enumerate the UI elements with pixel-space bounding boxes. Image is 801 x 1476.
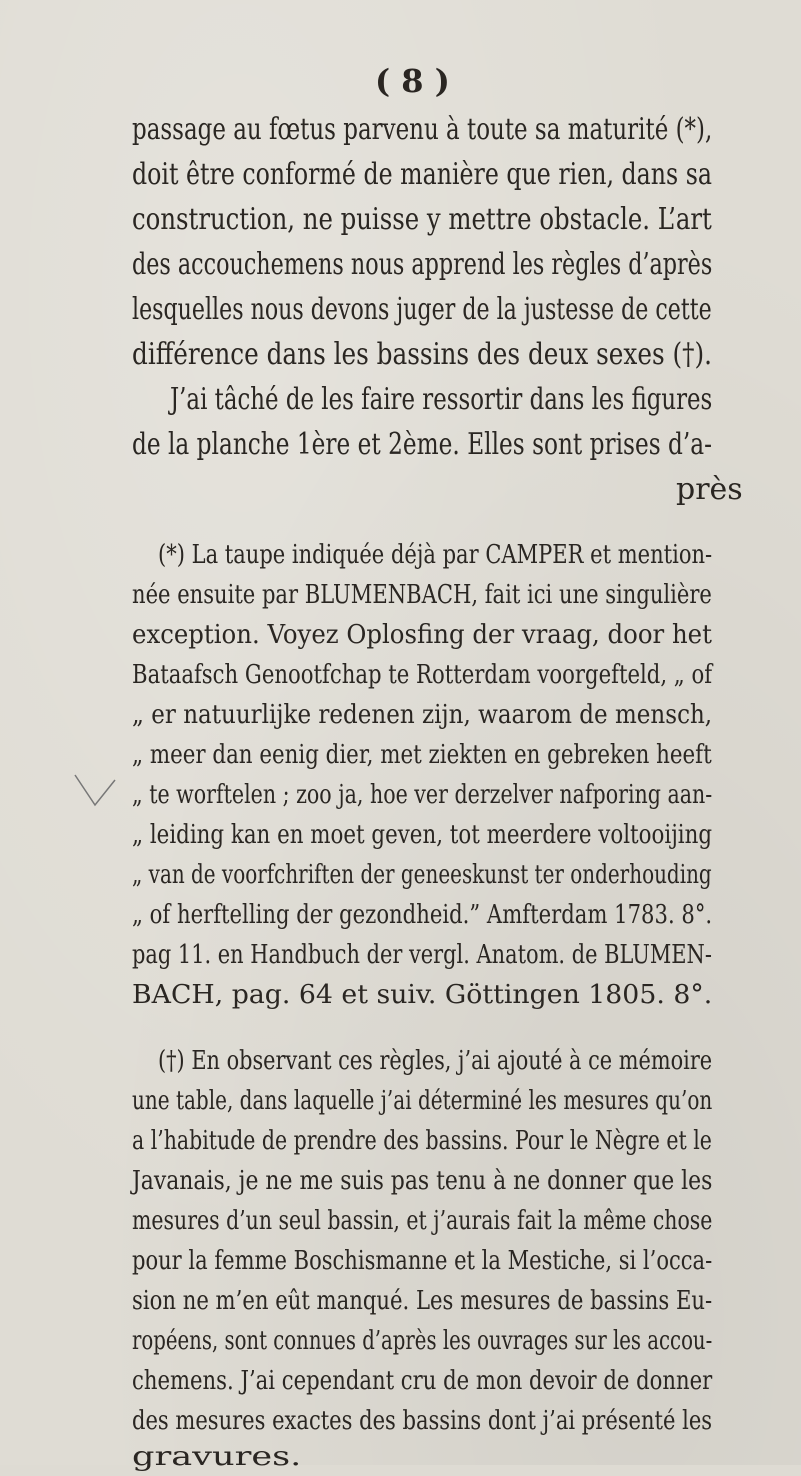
footnote-star-line-4: Bataafsch Genootfchap te Rotterdam voorgefteld, „ of — [132, 660, 713, 690]
footnote-star-line-10: „ of herftelling der gezondheid.” Amfterdam 1783. 8°. — [132, 900, 713, 930]
footnote-star-line-9: „ van de voorfchriften der geneeskunst ter onderhouding — [132, 860, 712, 890]
footnote-dagger-line-2: une table, dans laquelle j’ai déterminé les mesures qu’on — [132, 1086, 713, 1116]
main-text-line-2: doit être conformé de manière que rien, dans sa — [132, 157, 712, 192]
footnote-star-line-7: „ te worftelen ; zoo ja, hoe ver derzelver nafporing aan- — [132, 780, 713, 810]
margin-mark-icon — [70, 770, 130, 830]
main-text-line-8: de la planche 1ère et 2ème. Elles sont prises d’a- — [132, 427, 712, 462]
page-number: ( 8 ) — [375, 62, 450, 100]
footnote-star-line-3: exception. Voyez Oplosfing der vraag, door het — [132, 620, 712, 650]
footnote-star-line-5: „ er natuurlijke redenen zijn, waarom de mensch, — [132, 700, 713, 730]
footnote-star-line-12: BACH, pag. 64 et suiv. Göttingen 1805. 8°. — [132, 980, 713, 1010]
footnote-dagger-line-6: pour la femme Boschismanne et la Mestiche, si l’occa- — [132, 1246, 713, 1276]
footnote-dagger-line-4: Javanais, je ne me suis pas tenu à ne donner que les — [132, 1166, 713, 1196]
footnote-star-line-1: (*) La taupe indiquée déjà par CAMPER et mention- — [158, 540, 713, 570]
main-text-line-4: des accouchemens nous apprend les règles d’après — [132, 247, 713, 282]
main-text-line-5: lesquelles nous devons juger de la justesse de cette — [132, 292, 712, 327]
footnote-dagger-line-7: sion ne m’en eût manqué. Les mesures de bassins Eu- — [132, 1286, 713, 1316]
main-text-line-1: passage au fœtus parvenu à toute sa maturité (*), — [132, 112, 713, 147]
footnote-dagger-line-5: mesures d’un seul bassin, et j’aurais fait la même chose — [132, 1206, 713, 1236]
footnote-dagger-line-8: ropéens, sont connues d’après les ouvrages sur les accou- — [132, 1326, 713, 1356]
main-text-line-3: construction, ne puisse y mettre obstacle. L’art — [132, 202, 712, 237]
catchword: près — [676, 472, 743, 507]
footnote-dagger-line-10: des mesures exactes des bassins dont j’ai présenté les — [132, 1406, 713, 1436]
footnote-star-line-11: pag 11. en Handbuch der vergl. Anatom. de BLUMEN- — [132, 940, 712, 970]
footnote-dagger-line-9: chemens. J’ai cependant cru de mon devoir de donner — [132, 1366, 713, 1396]
main-text-line-6: différence dans les bassins des deux sexes (†). — [132, 337, 713, 372]
footnote-star-line-8: „ leiding kan en moet geven, tot meerdere voltooijing — [132, 820, 713, 850]
main-text-line-7: J’ai tâché de les faire ressortir dans les figures — [170, 382, 713, 417]
footnote-star-line-2: née ensuite par BLUMENBACH, fait ici une singulière — [132, 580, 712, 610]
footnote-star-line-6: „ meer dan eenig dier, met ziekten en gebreken heeft — [132, 740, 712, 770]
footnote-dagger-line-3: a l’habitude de prendre des bassins. Pour le Nègre et le — [132, 1126, 712, 1156]
footnote-dagger-line-1: (†) En observant ces règles, j’ai ajouté à ce mémoire — [158, 1046, 713, 1076]
footnote-dagger-line-11: gravures. — [132, 1442, 302, 1472]
